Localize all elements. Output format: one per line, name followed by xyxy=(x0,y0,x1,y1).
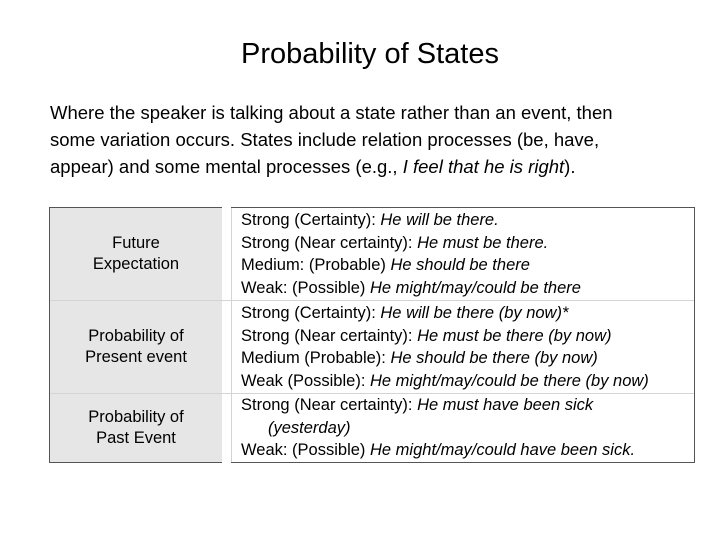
cell-gap xyxy=(222,394,232,463)
intro-line-3-text: appear) and some mental processes (e.g., xyxy=(50,156,403,177)
table-row-present-event xyxy=(50,301,695,394)
table-row-past-event xyxy=(50,394,695,463)
cell-gap xyxy=(222,208,232,301)
row-content-past-event xyxy=(232,394,695,463)
line-category: Medium: (Probable) xyxy=(241,256,391,274)
line-example: He should be there (by now) xyxy=(390,349,598,367)
line-category: Medium (Probable): xyxy=(241,349,391,367)
content-line xyxy=(241,277,694,300)
content-line xyxy=(241,394,694,417)
content-line xyxy=(241,209,694,232)
line-category: Strong (Certainty): xyxy=(241,304,381,322)
line-example: (yesterday) xyxy=(268,418,351,437)
row-content-present-event xyxy=(232,301,695,394)
content-line xyxy=(241,325,694,348)
row-label-present-event xyxy=(50,301,223,394)
line-category: Weak: (Possible) xyxy=(241,441,370,460)
intro-example: I feel that he is right xyxy=(402,156,565,177)
row-label-line-1: Probability of xyxy=(88,408,184,426)
probability-states-table xyxy=(49,207,695,463)
row-label-line-2: Expectation xyxy=(92,255,180,273)
content-line xyxy=(241,232,694,255)
row-label-past-event xyxy=(50,394,223,463)
row-content-future-expectation xyxy=(232,208,695,301)
slide-title: Probability of States xyxy=(241,38,499,70)
line-category: Strong (Near certainty): xyxy=(241,233,418,252)
line-example: He might/may/could be there (by now) xyxy=(370,371,649,390)
line-category: Strong (Near certainty): xyxy=(241,326,418,345)
intro-line-2: some variation occurs. States include relation processes (be, have, xyxy=(50,129,600,150)
line-example: He might/may/could have been sick. xyxy=(370,441,636,460)
line-example: He must be there. xyxy=(417,233,549,252)
line-example: He must have been sick xyxy=(417,396,594,415)
content-line xyxy=(241,302,694,325)
line-category: Weak: (Possible) xyxy=(241,278,370,297)
line-category: Weak (Possible): xyxy=(241,371,370,390)
content-line-continuation xyxy=(241,417,694,440)
line-example: He should be there xyxy=(390,256,530,274)
content-line xyxy=(241,254,694,277)
row-label-line-2: Present event xyxy=(85,348,187,366)
row-label-line-1: Probability of xyxy=(88,327,184,345)
intro-line-1: Where the speaker is talking about a state rather than an event, then xyxy=(50,102,613,123)
intro-paragraph xyxy=(50,99,690,180)
row-label-future-expectation xyxy=(50,208,223,301)
line-category: Strong (Near certainty): xyxy=(241,396,418,415)
line-example: He will be there (by now)* xyxy=(380,304,569,322)
intro-line-3-end: ). xyxy=(564,156,576,177)
line-example: He must be there (by now) xyxy=(417,326,612,345)
row-label-line-2: Past Event xyxy=(96,429,176,447)
line-example: He might/may/could be there xyxy=(370,278,581,297)
content-line xyxy=(241,439,694,462)
content-line xyxy=(241,370,694,393)
line-example: He will be there. xyxy=(380,211,499,229)
row-label-line-1: Future xyxy=(112,234,160,252)
content-line xyxy=(241,347,694,370)
table-row-future-expectation xyxy=(50,208,695,301)
line-category: Strong (Certainty): xyxy=(241,211,381,229)
cell-gap xyxy=(222,301,232,394)
